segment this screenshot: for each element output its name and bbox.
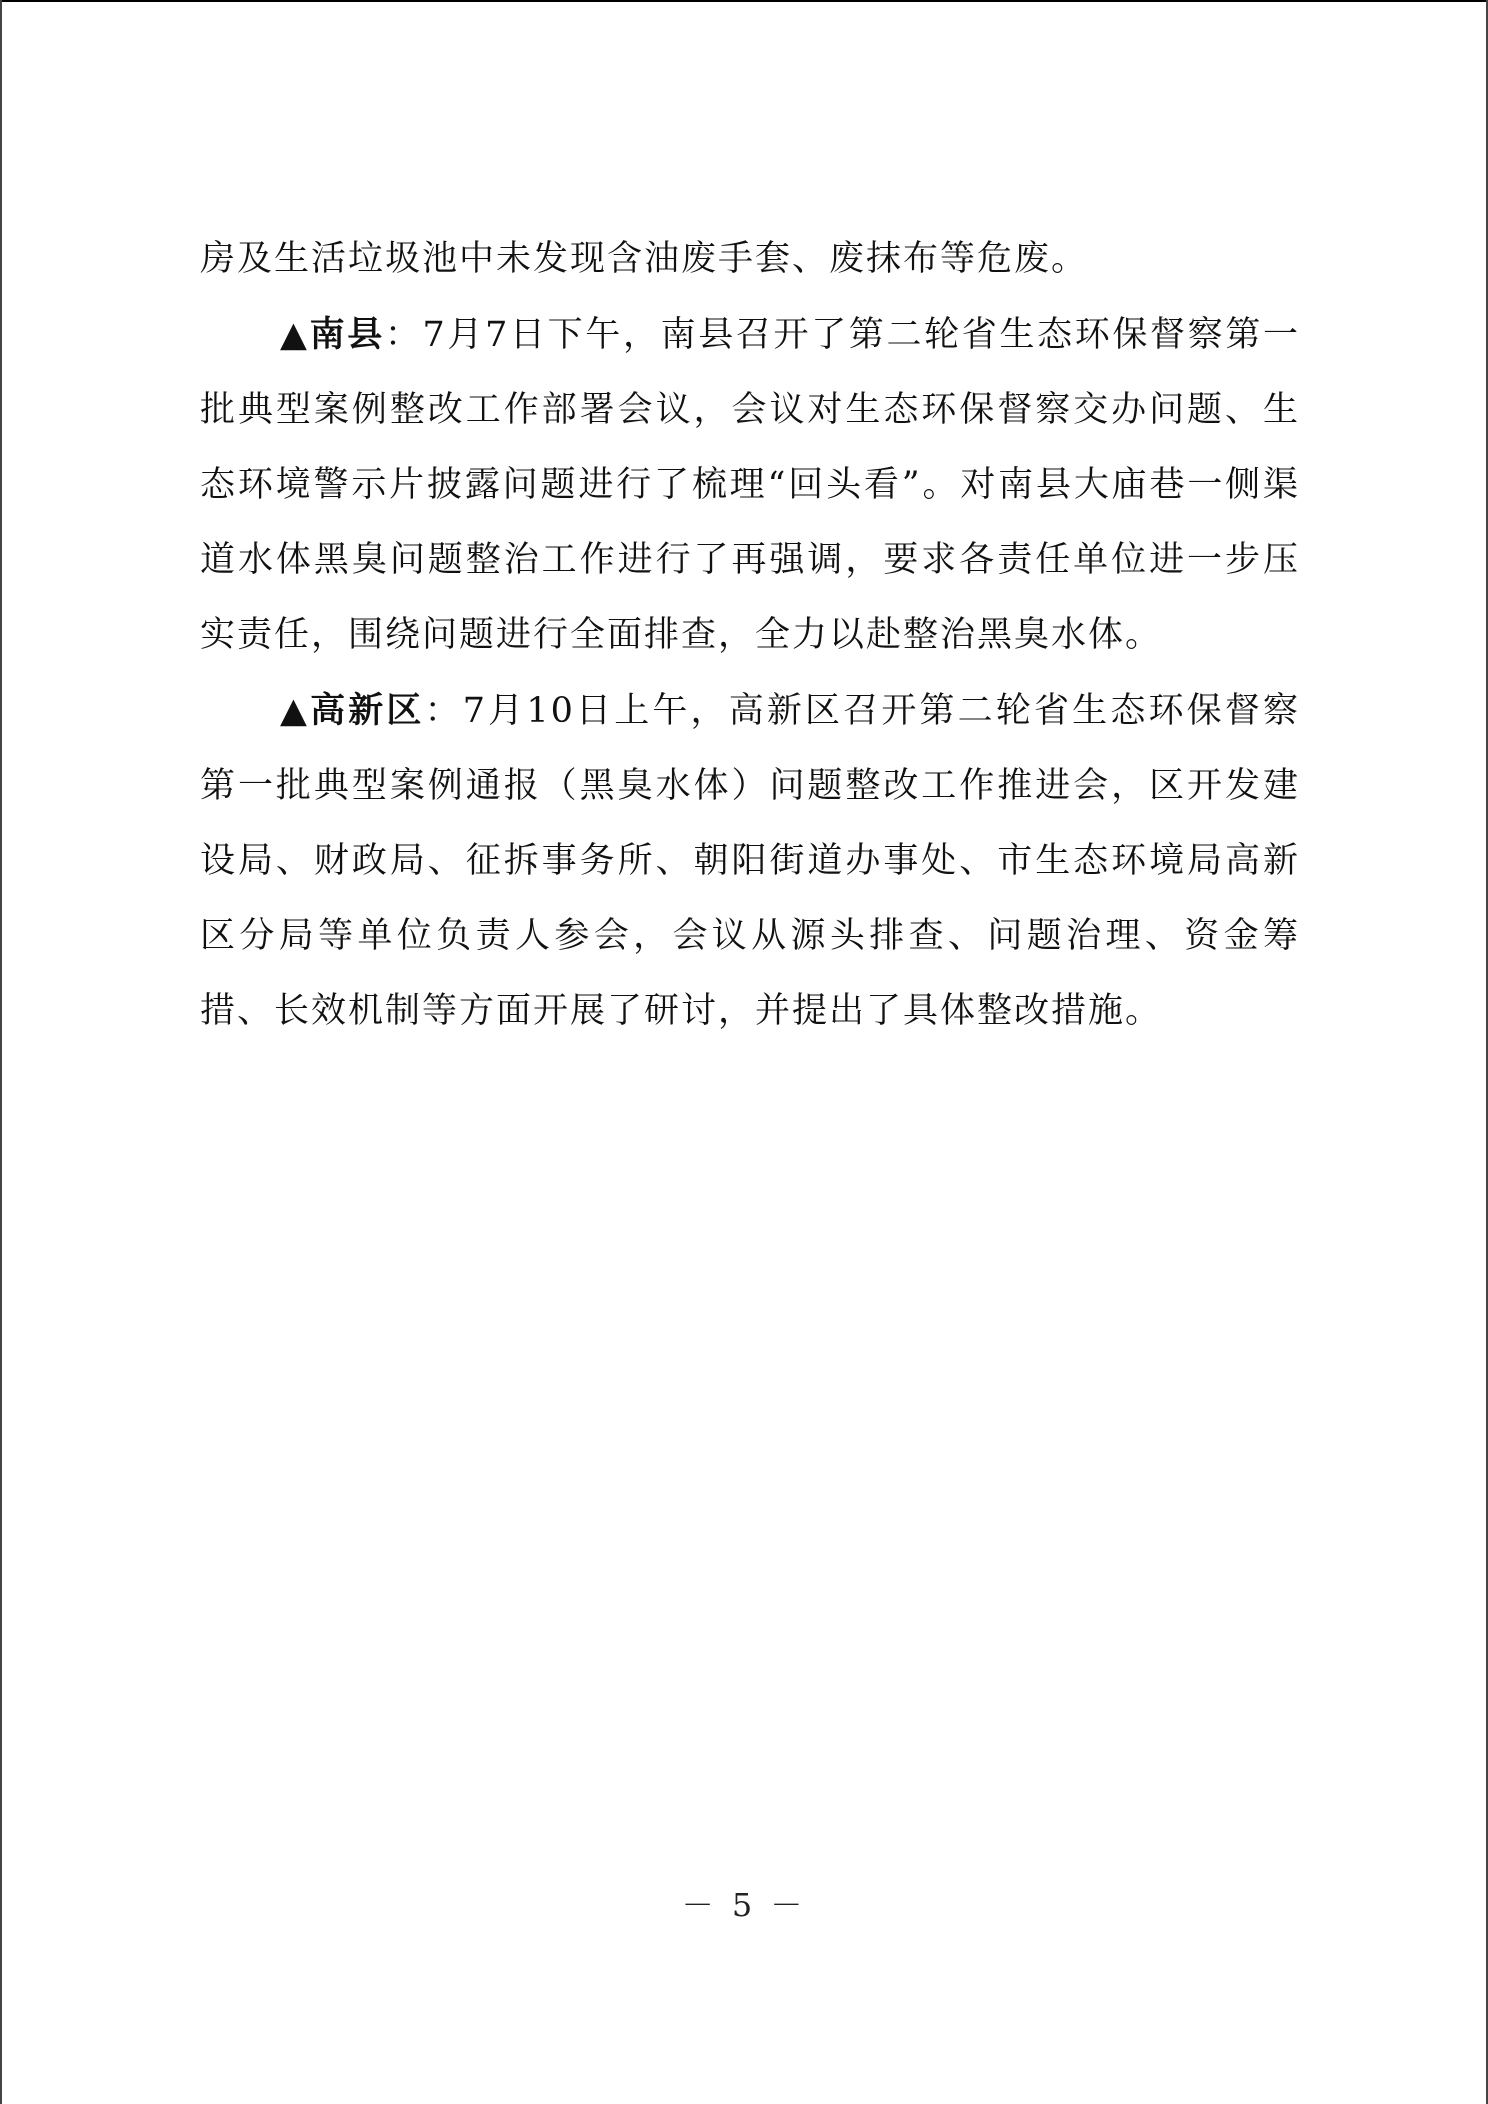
- page-number: － 5 －: [681, 1886, 807, 1924]
- paragraph-heading: ▲南县: [280, 314, 385, 355]
- paragraph-text: 房及生活垃圾池中未发现含油废手套、废抹布等危废。: [200, 239, 1089, 279]
- paragraph-nanxian: [200, 297, 1300, 673]
- document-body: [200, 222, 1300, 1049]
- paragraph-gaoxinqu: [200, 673, 1300, 1049]
- page-border-top: [0, 0, 1488, 2]
- paragraph-continuation: [200, 222, 1300, 297]
- paragraph-text: ：7月7日下午，南县召开了第二轮省生态环保督察第一批典型案例整改工作部署会议，会议对生态环保督察交办问题、生态环境警示片披露问题进行了梳理“回头看”。对南县大庙巷一侧渠道水体黑臭问题整治工作进行了再强调，要求各责任单位进一步压实责任，围绕问题进行全面排查，全力以赴整治黑臭水体。: [200, 315, 1300, 655]
- paragraph-text: ：7月10日上午，高新区召开第二轮省生态环保督察第一批典型案例通报（黑臭水体）问题整改工作推进会，区开发建设局、财政局、征拆事务所、朝阳街道办事处、市生态环境局高新区分局等单位负责人参会，会议从源头排查、问题治理、资金筹措、长效机制等方面开展了研讨，并提出了具体整改措施。: [200, 691, 1300, 1031]
- paragraph-heading: ▲高新区: [280, 690, 425, 731]
- page-border-left: [0, 0, 2, 2104]
